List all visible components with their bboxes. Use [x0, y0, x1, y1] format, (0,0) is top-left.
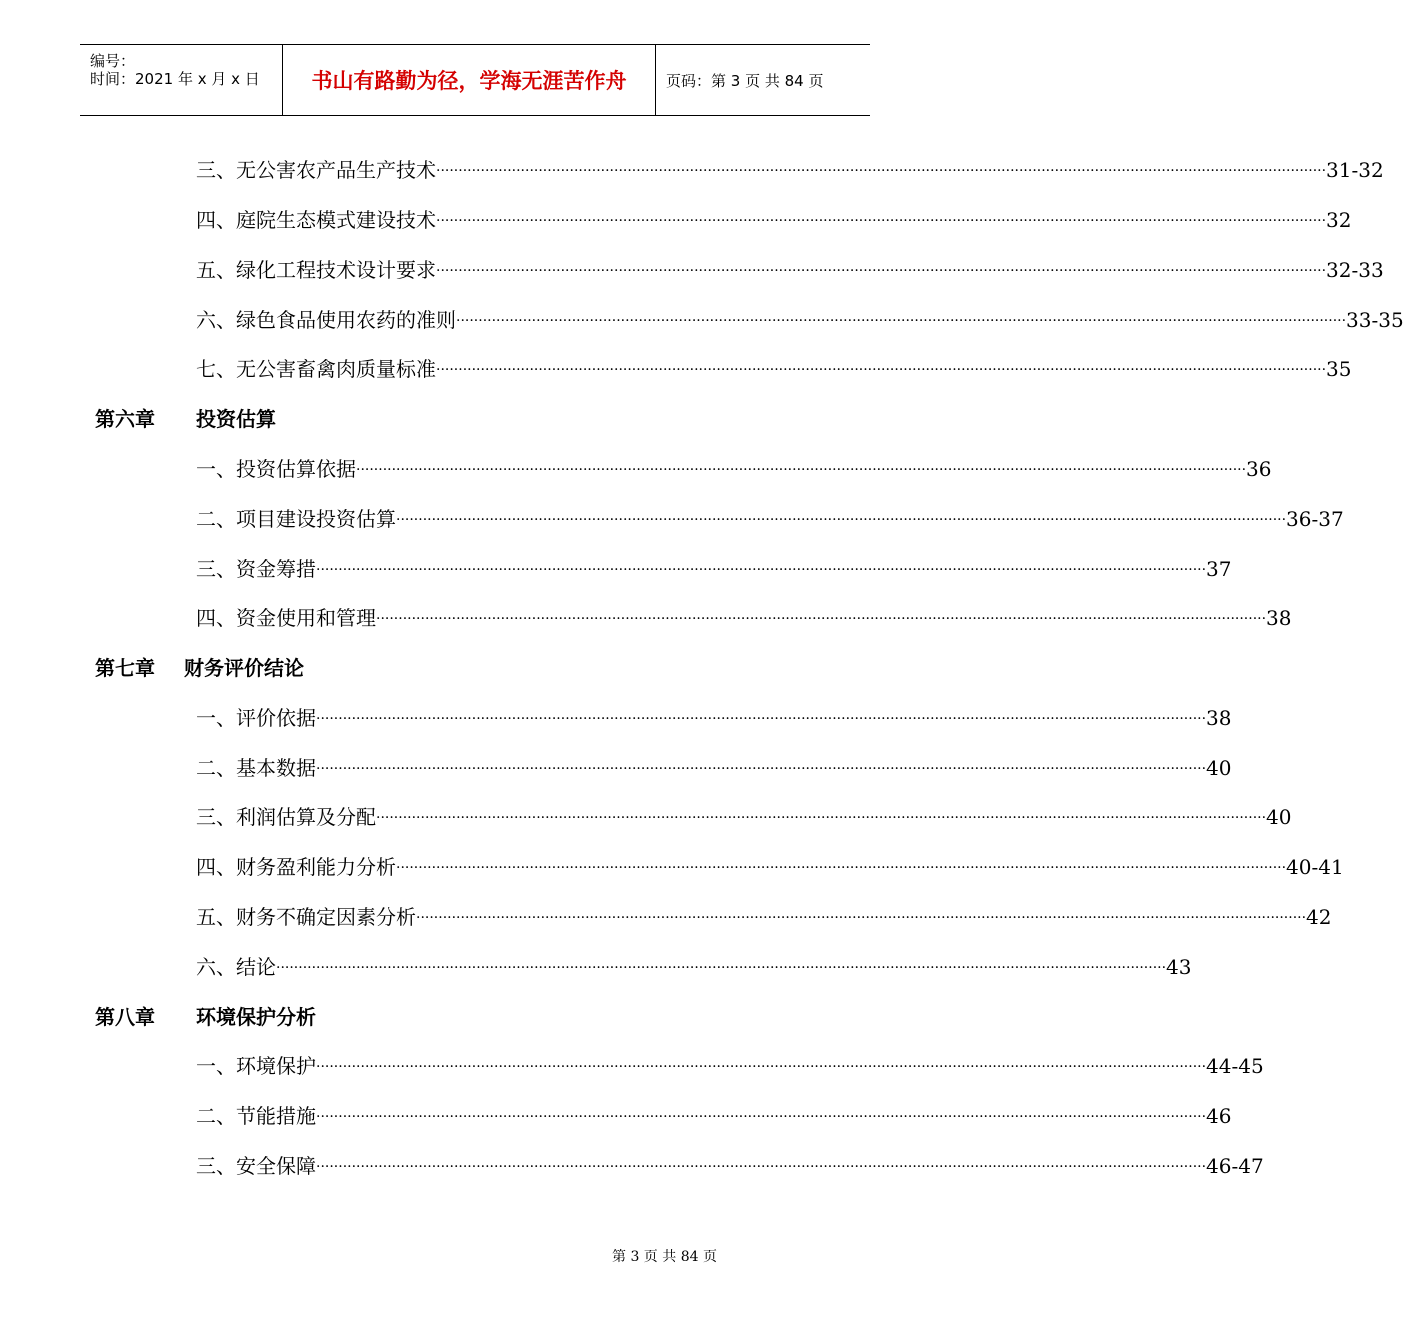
chapter-number: 第七章 — [95, 656, 155, 680]
toc-entry-label: 三、无公害农产品生产技术 — [196, 158, 436, 182]
toc-leader-dots: ········································································································································································································ — [376, 810, 1267, 826]
chapter-number: 第六章 — [95, 407, 155, 431]
toc-entry-page: 40-41 — [1286, 855, 1344, 879]
toc-entry-page: 32-33 — [1326, 258, 1384, 282]
toc-entry[interactable] — [196, 603, 1292, 633]
chapter-title: 环境保护分析 — [196, 1005, 316, 1029]
toc-entry[interactable] — [196, 354, 1352, 384]
toc-entry-page: 35 — [1326, 357, 1352, 381]
toc-leader-dots: ········································································································································································································ — [456, 313, 1347, 329]
toc-entry-label: 四、资金使用和管理 — [196, 606, 376, 630]
toc-leader-dots: ········································································································································································································ — [436, 263, 1327, 279]
toc-entry-label: 四、庭院生态模式建设技术 — [196, 208, 436, 232]
toc-entry-page: 40 — [1266, 805, 1292, 829]
toc-entry-page: 37 — [1206, 557, 1232, 581]
toc-entry[interactable] — [196, 703, 1232, 733]
chapter-heading[interactable] — [95, 653, 304, 683]
toc-entry-page: 36-37 — [1286, 507, 1344, 531]
toc-entry-label: 六、结论 — [196, 955, 276, 979]
toc-entry-label: 一、投资估算依据 — [196, 457, 356, 481]
page-header — [80, 44, 870, 116]
toc-entry[interactable] — [196, 554, 1232, 584]
toc-entry-label: 五、绿化工程技术设计要求 — [196, 258, 436, 282]
toc-entry-label: 一、环境保护 — [196, 1054, 316, 1078]
chapter-title: 财务评价结论 — [184, 656, 304, 680]
toc-leader-dots: ········································································································································································································ — [316, 711, 1207, 727]
toc-entry[interactable] — [196, 753, 1232, 783]
header-motto: 书山有路勤为径，学海无涯苦作舟 — [283, 45, 656, 115]
chapter-heading[interactable] — [95, 1002, 316, 1032]
toc-entry[interactable] — [196, 305, 1404, 335]
toc-entry-label: 一、评价依据 — [196, 706, 316, 730]
toc-entry-label: 二、项目建设投资估算 — [196, 507, 396, 531]
toc-entry-page: 46-47 — [1206, 1154, 1264, 1178]
toc-entry-label: 五、财务不确定因素分析 — [196, 905, 416, 929]
toc-entry[interactable] — [196, 1051, 1264, 1081]
toc-entry-page: 43 — [1166, 955, 1192, 979]
toc-entry[interactable] — [196, 504, 1344, 534]
toc-entry[interactable] — [196, 1101, 1232, 1131]
header-meta — [80, 45, 283, 115]
toc-entry-page: 44-45 — [1206, 1054, 1264, 1078]
toc-entry[interactable] — [196, 952, 1192, 982]
toc-entry[interactable] — [196, 902, 1332, 932]
toc-leader-dots: ········································································································································································································ — [316, 562, 1207, 578]
toc-entry[interactable] — [196, 852, 1344, 882]
toc-entry-label: 四、财务盈利能力分析 — [196, 855, 396, 879]
toc-entry-label: 二、基本数据 — [196, 756, 316, 780]
time-label: 时间：2021 年 x 月 x 日 — [90, 70, 260, 88]
header-page-info: 页码：第 3 页 共 84 页 — [666, 71, 824, 90]
toc-entry-page: 32 — [1326, 208, 1352, 232]
toc-entry-page: 46 — [1206, 1104, 1232, 1128]
toc-leader-dots: ········································································································································································································ — [316, 1059, 1207, 1075]
toc-entry-page: 40 — [1206, 756, 1232, 780]
number-label: 编号： — [90, 52, 136, 70]
toc-leader-dots: ········································································································································································································ — [376, 611, 1267, 627]
toc-entry-page: 42 — [1306, 905, 1332, 929]
toc-entry-page: 36 — [1246, 457, 1272, 481]
chapter-title: 投资估算 — [196, 407, 276, 431]
toc-entry[interactable] — [196, 1151, 1264, 1181]
toc-entry-label: 三、利润估算及分配 — [196, 805, 376, 829]
toc-entry[interactable] — [196, 454, 1272, 484]
toc-entry[interactable] — [196, 802, 1292, 832]
toc-entry[interactable] — [196, 205, 1352, 235]
toc-leader-dots: ········································································································································································································ — [436, 163, 1327, 179]
toc-entry-label: 六、绿色食品使用农药的准则 — [196, 308, 456, 332]
toc-leader-dots: ········································································································································································································ — [356, 462, 1247, 478]
toc-entry[interactable] — [196, 155, 1384, 185]
chapter-number: 第八章 — [95, 1005, 155, 1029]
toc-leader-dots: ········································································································································································································ — [316, 761, 1207, 777]
chapter-heading[interactable] — [95, 404, 276, 434]
toc-leader-dots: ········································································································································································································ — [316, 1109, 1207, 1125]
toc-leader-dots: ········································································································································································································ — [396, 860, 1287, 876]
toc-entry-label: 三、安全保障 — [196, 1154, 316, 1178]
toc-entry-label: 七、无公害畜禽肉质量标准 — [196, 357, 436, 381]
toc-leader-dots: ········································································································································································································ — [316, 1159, 1207, 1175]
toc-entry[interactable] — [196, 255, 1384, 285]
toc-entry-page: 31-32 — [1326, 158, 1384, 182]
toc-leader-dots: ········································································································································································································ — [276, 960, 1167, 976]
toc-entry-page: 38 — [1266, 606, 1292, 630]
toc-entry-page: 33-35 — [1346, 308, 1404, 332]
toc-entry-page: 38 — [1206, 706, 1232, 730]
toc-leader-dots: ········································································································································································································ — [436, 362, 1327, 378]
toc-entry-label: 二、节能措施 — [196, 1104, 316, 1128]
toc-leader-dots: ········································································································································································································ — [416, 910, 1307, 926]
toc-leader-dots: ········································································································································································································ — [396, 512, 1287, 528]
page-footer: 第 3 页 共 84 页 — [612, 1249, 717, 1265]
toc-entry-label: 三、资金筹措 — [196, 557, 316, 581]
toc-leader-dots: ········································································································································································································ — [436, 213, 1327, 229]
